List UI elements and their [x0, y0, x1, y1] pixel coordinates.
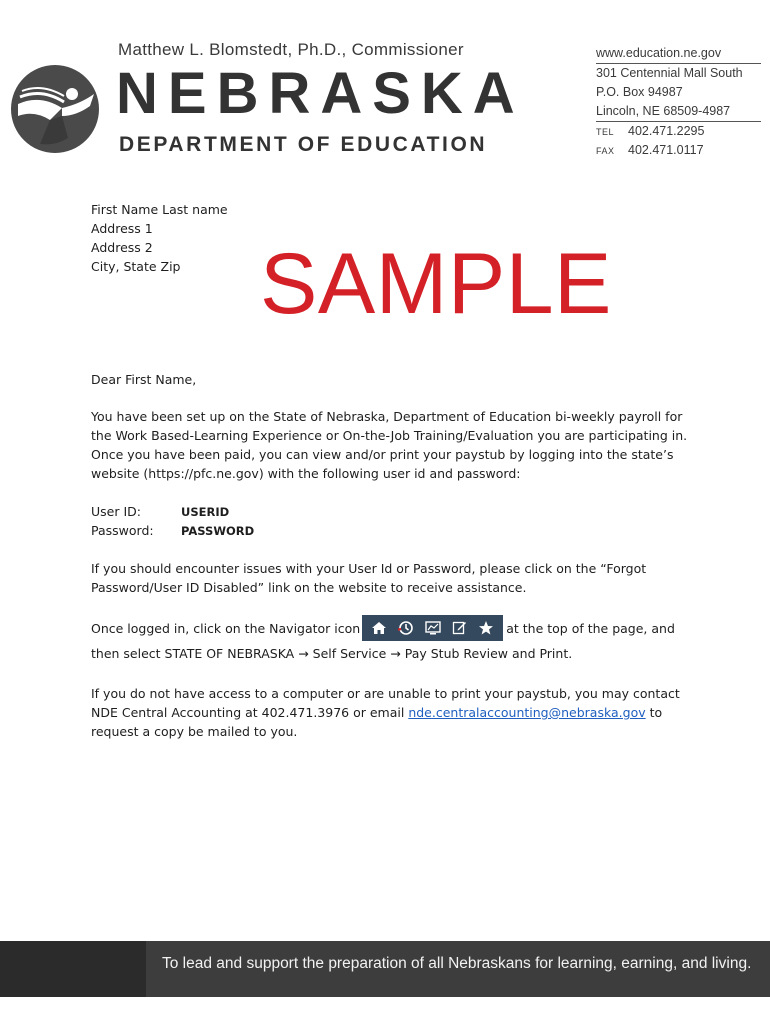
contact-text-after: to request a copy be mailed to you. [91, 705, 663, 739]
address-line-1: Address 1 [91, 221, 153, 236]
password-label: Password: [91, 523, 154, 538]
fax-label: FAX [596, 146, 615, 156]
password-row [91, 521, 701, 540]
contact-paragraph [91, 684, 701, 741]
contact-text-before: If you do not have access to a computer or are unable to print your paystub, you may contact NDE Central Accounting at 402.471.3976 or email [91, 686, 680, 720]
home-icon [371, 621, 387, 635]
navigator-paragraph [91, 614, 701, 663]
star-icon [478, 620, 494, 636]
email-link[interactable]: nde.centralaccounting@nebraska.gov [408, 705, 646, 720]
recipient-name: First Name Last name [91, 202, 228, 217]
dashboard-icon [425, 621, 441, 635]
password-value: PASSWORD [181, 524, 255, 538]
street-address: 301 Centennial Mall South [596, 66, 743, 80]
issues-paragraph [91, 559, 701, 597]
navigator-text-after: at the top of the page, and [506, 621, 675, 636]
department-name: DEPARTMENT OF EDUCATION [119, 133, 488, 156]
tel-label: TEL [596, 127, 615, 137]
tel-number: 402.471.2295 [628, 124, 705, 138]
state-wordmark: NEBRASKA [116, 61, 525, 126]
footer-motto: To lead and support the preparation of all Nebraskans for learning, earning, and living. [162, 955, 752, 972]
greeting: Dear First Name, [91, 372, 197, 387]
fax-number: 402.471.0117 [628, 143, 704, 157]
navigator-icon [398, 620, 414, 636]
user-id-row [91, 502, 701, 521]
navigator-toolbar-image [362, 615, 503, 641]
edit-icon [452, 620, 467, 635]
issues-text: If you should encounter issues with your User Id or Password, please click on the “Forgot Password/User ID Disabled” link on the website to receive assistance. [91, 561, 647, 595]
nebraska-education-logo [10, 64, 100, 154]
city-state-zip: City, State Zip [91, 259, 181, 274]
credentials [91, 502, 701, 540]
contact-block [596, 44, 761, 160]
telephone [596, 122, 761, 141]
navigator-line-1 [91, 614, 701, 644]
user-id-value: USERID [181, 505, 230, 519]
intro-paragraph [91, 407, 701, 483]
city-zip: Lincoln, NE 68509-4987 [596, 104, 731, 118]
commissioner-name: Matthew L. Blomstedt, Ph.D., Commissioner [118, 40, 464, 59]
footer-accent [0, 941, 146, 997]
recipient-address [91, 200, 228, 276]
sample-watermark: SAMPLE [260, 236, 612, 332]
website[interactable]: www.education.ne.gov [596, 46, 722, 60]
intro-text: You have been set up on the State of Nebraska, Department of Education bi-weekly payroll for the Work Based-Learning Experience or On-the-Job Training/Evaluation you are participating in. Once you have been paid, you can view and/or print your paystub by logging into the state’s website (https://pfc.ne.gov) with the following user id and password: [91, 409, 688, 481]
address-line-2: Address 2 [91, 240, 153, 255]
user-id-label: User ID: [91, 504, 141, 519]
contact-text [91, 684, 701, 741]
navigator-text-before: Once logged in, click on the Navigator icon [91, 621, 361, 636]
navigator-line-2: then select STATE OF NEBRASKA → Self Service → Pay Stub Review and Print. [91, 646, 573, 661]
fax [596, 141, 761, 160]
po-box: P.O. Box 94987 [596, 85, 683, 99]
